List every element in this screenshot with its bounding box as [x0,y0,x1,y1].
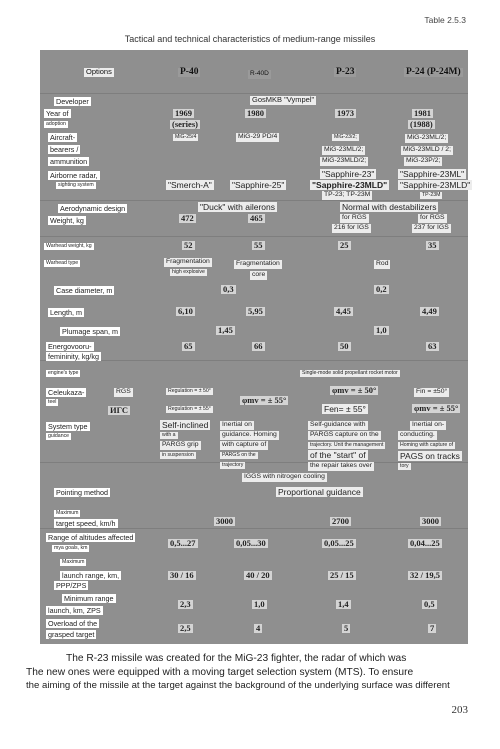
length-p24: 4,49 [422,306,437,316]
guidance-common: IGGS with nitrogen cooling [244,473,325,480]
header-p23: P-23 [336,67,355,77]
year-p24-2: (1988) [410,119,433,129]
row-label-launch-range-2: launch range, km, [62,571,120,580]
row-divider [40,360,468,361]
target-speed-mid: 2700 [332,516,349,526]
table-caption: Tactical and technical characteristics of medium-range missiles [124,34,376,44]
seeker-rgs-label: RGS [116,388,131,395]
row-label-aircraft: Aircraft- [50,133,76,142]
table-number: Table 2.5.3 [424,15,466,25]
row-label-weight: Weight, kg [50,216,84,225]
seeker-p24-1: Fin = ±50° [416,388,448,395]
radar-p40: "Smerch-A" [168,180,212,190]
row-label-radar-2: sighting system [58,182,94,188]
warhead-weight-p24: 35 [428,240,437,250]
energy-r40d: 66 [254,341,263,351]
min-range-r40d: 1,0 [254,599,265,609]
row-label-year-2: adoption [46,121,66,127]
seeker-p23-2: Fen= ± 55° [324,404,366,414]
guidance-r40d-4: PARGS on the [222,452,256,458]
guidance-p23-1: Self-guidance with [310,421,366,428]
energy-p40: 65 [184,341,193,351]
row-label-engine: engine's type [48,370,79,376]
row-label-min-range: Minimum range [64,594,114,603]
page-number: 203 [451,704,468,716]
weight-p40: 472 [181,213,194,223]
radar-p23-3: TP-23; TP-23M [324,191,371,198]
altitudes-p24: 0,04...25 [410,538,440,548]
aircraft-p24-3: MiG-23P/2; [406,157,441,164]
aircraft-p23-3: MiG-23MLD/2; [322,157,367,164]
row-divider [40,236,468,237]
guidance-p24-2: conducting. [400,431,435,438]
row-label-min-range-2: launch, km, ZPS [48,606,101,615]
length-p23: 4,45 [336,306,351,316]
length-p40: 6,10 [178,306,193,316]
row-divider [40,200,468,201]
row-label-pointing: Pointing method [56,488,108,497]
seeker-igs-label: ИГС [110,405,129,415]
row-divider [40,93,468,94]
seeker-p24-2: φmv = ± 55° [414,403,459,413]
row-label-case-diameter: Case diameter, m [56,286,113,295]
radar-p23-1: "Sapphire-23" [322,169,375,179]
guidance-r40d-3: with capture of [222,441,267,448]
seeker-p40-1: Regulation = ± 50° [168,388,211,394]
row-label-aircraft-2: bearers / [50,145,79,154]
plumage-left: 1,45 [218,325,233,335]
overload-p23: 5 [344,623,349,633]
missile-characteristics-table [40,50,471,644]
warhead-weight-p40: 52 [184,240,193,250]
min-range-p24: 0,5 [424,599,435,609]
warhead-type-rod: Rod [376,260,389,267]
row-label-plumage: Plumage span, m [62,327,118,336]
guidance-p40-3: PARGS grip [162,441,199,448]
row-label-length: Length, m [50,308,82,317]
energy-p24: 63 [428,341,437,351]
body-text [26,652,474,693]
seeker-p40-2: Regulation = ± 55° [168,406,211,412]
guidance-r40d-1: Inertial on [222,421,252,428]
warhead-weight-r40d: 55 [254,240,263,250]
length-r40d: 5,95 [248,306,263,316]
engine-value: Single-mode solid propellant rocket motor [302,370,398,376]
launch-range-p40: 30 / 16 [170,570,194,580]
body-line-1: The R-23 missile was created for the MiG-23 fighter, the radar of which was [66,653,407,664]
guidance-p24-3: Homing with capture of [400,442,454,448]
launch-range-p23: 25 / 15 [330,570,354,580]
weight-p24-2: 237 for IGS [414,224,449,231]
altitudes-r40d: 0,05...30 [236,538,266,548]
row-label-overload: Overload of the [48,619,98,628]
aircraft-r40d: MiG-29 PD/4 [238,133,278,140]
year-p40-series: (series) [172,119,198,129]
guidance-p40-1: Self-inclined [162,420,209,430]
seeker-p23-1: φmv = ± 50° [332,385,377,395]
row-label-year: Year of [46,109,69,118]
energy-p23: 50 [340,341,349,351]
guidance-p24-4: PAGS on tracks [400,451,460,461]
row-label-energy-2: femininity, kg/kg [48,352,99,361]
min-range-p23: 1,4 [338,599,349,609]
year-p40: 1969 [175,108,192,118]
row-label-target-speed: Maximum [56,510,79,516]
overload-p40: 2,5 [180,623,191,633]
row-label-aero: Aerodynamic design [60,204,126,213]
header-r40d: R-40D [250,70,269,77]
row-label-energy: Energovooru- [48,342,92,351]
guidance-p24-1: Inertial on- [412,421,445,428]
year-p24: 1981 [414,108,431,118]
aircraft-p40: MiG-25/4 [175,134,197,140]
guidance-p23-3: trajectory. Unit the management [310,442,384,448]
warhead-type-p40-2: high explosive [172,269,205,275]
warhead-type-r40d-1: Fragmentation [236,260,280,267]
row-divider [40,528,468,529]
row-label-target-speed-2: target speed, km/h [56,519,116,528]
case-diameter-left: 0,3 [223,284,234,294]
row-label-seeker: Celeukaza- [48,388,85,397]
row-label-seeker-2: teel [48,399,57,405]
weight-p23-2: 216 for IGS [334,224,369,231]
row-label-overload-2: grasped target [48,630,95,639]
warhead-type-r40d-2: core [252,271,266,278]
guidance-r40d-2: guidance. Homing [222,431,277,438]
guidance-p23-4: of the "start" of [310,450,366,460]
radar-r40d: "Sapphire-25" [232,180,285,190]
overload-r40d: 4 [256,623,261,633]
header-options: Options [86,67,112,76]
row-label-altitudes: Range of altitudes affected [48,533,134,542]
plumage-right: 1,0 [376,325,387,335]
weight-p23-1: for RGS [342,214,367,221]
row-label-warhead-type: Warhead type [46,260,79,266]
body-line-2: The new ones were equipped with a moving target selection system (MTS). To ensure [26,666,414,678]
altitudes-p40: 0,5...27 [170,538,196,548]
aero-duck: "Duck" with ailerons [200,202,276,212]
aircraft-p24-2: MiG-23MLD / 2; [403,146,451,153]
row-label-developer: Developer [56,97,89,106]
row-label-guidance: System type [48,422,88,431]
row-label-radar: Airborne radar, [50,171,98,180]
radar-p23-2: "Sapphire-23MLD" [312,180,388,190]
row-label-warhead-weight: Warhead weight, kg [46,243,92,249]
header-p24: P-24 (P-24M) [406,67,461,77]
guidance-r40d-5: trajectory [222,462,244,468]
weight-p24-1: for RGS [420,214,445,221]
launch-range-r40d: 40 / 20 [246,570,270,580]
aircraft-p23-1: MiG-23/2; [334,134,357,140]
target-speed-left: 3000 [216,516,233,526]
developer-value: GosMKB "Vympel" [252,95,315,104]
guidance-p23-2: PARGS capture on the [310,431,379,438]
case-diameter-right: 0,2 [376,284,387,294]
launch-range-p24: 32 / 19,5 [410,570,440,580]
aero-normal: Normal with destabilizers [342,202,437,212]
aircraft-p24-1: MiG-23ML/2; [407,134,447,141]
warhead-type-p40-1: Fragmentation [166,258,210,265]
row-label-launch-range-3: PPP/ZPS [56,581,87,590]
guidance-p24-5: tory [400,463,409,469]
seeker-r40d: φmv = ± 55° [242,395,287,405]
weight-r40d: 465 [250,213,263,223]
body-line-3: the aiming of the missile at the target against the background of the underlying surface was different [26,680,450,691]
aircraft-p23-2: MiG-23ML/2; [324,146,364,153]
pointing-value: Proportional guidance [278,487,361,497]
radar-p24-3: TP-23M [422,192,441,198]
row-label-altitudes-2: mya goals, km [54,545,88,551]
row-label-aircraft-3: ammunition [50,157,88,166]
row-label-launch-range: Maximum [62,559,85,565]
guidance-p23-5: the repair takes over [310,462,372,469]
radar-p24-1: "Sapphire-23ML" [400,169,465,179]
radar-p24-2: "Sapphire-23MLD" [400,180,471,190]
year-p23: 1973 [337,108,354,118]
min-range-p40: 2,3 [180,599,191,609]
altitudes-p23: 0,05...25 [324,538,354,548]
header-p40: P-40 [180,67,199,77]
guidance-p40-4: in suspension [162,452,194,458]
warhead-weight-p23: 25 [340,240,349,250]
row-label-guidance-2: guidance [48,433,70,439]
target-speed-right: 3000 [422,516,439,526]
year-r40d: 1980 [247,108,264,118]
overload-p24: 7 [430,623,435,633]
guidance-p40-2: with a [162,432,176,438]
